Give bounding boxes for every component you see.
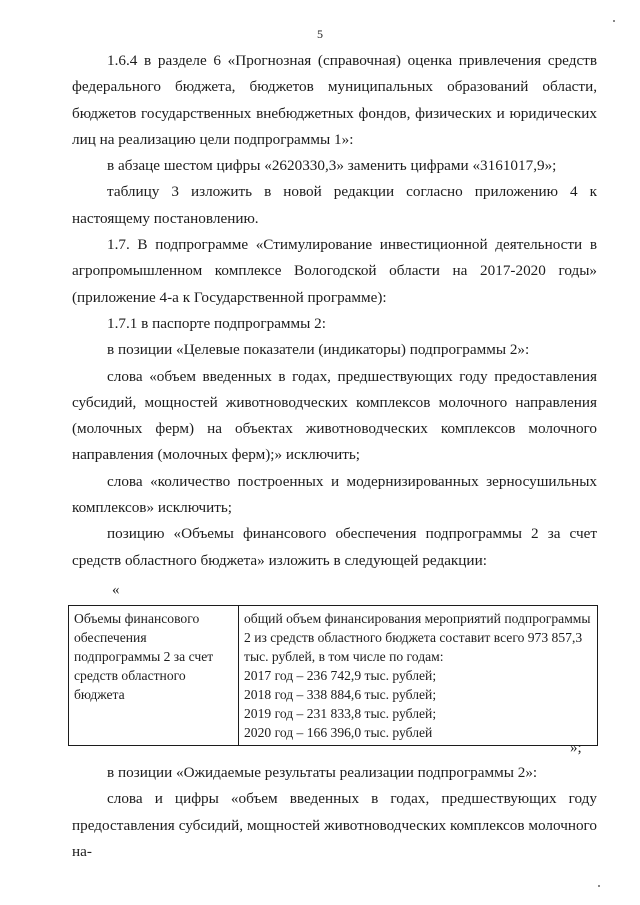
scan-speck: [598, 885, 600, 887]
document-body: [72, 48, 597, 574]
table-line: 2020 год – 166 396,0 тыс. рублей: [244, 725, 433, 740]
paragraph: слова «количество построенных и модернизированных зерносушильных комплексов» исключить;: [72, 472, 597, 517]
paragraph: 1.6.4 в разделе 6 «Прогнозная (справочная) оценка привлечения средств федерального бюджета, бюджетов муниципальных образований области, бюджетов государственных внебюджетных фондов, физических и юридических лиц на реализацию цели подпрограммы 1»:: [72, 52, 597, 148]
table-line: общий объем финансирования мероприятий подпрограммы 2 из средств областного бюджета составит всего 973 857,3 тыс. рублей, в том числе по годам:: [244, 611, 591, 664]
table-row: [69, 606, 598, 746]
closing-quote: »;: [570, 740, 582, 756]
table-line: 2019 год – 231 833,8 тыс. рублей;: [244, 706, 437, 721]
opening-quote: «: [112, 582, 120, 598]
page-number: 5: [317, 27, 323, 41]
paragraph: слова и цифры «объем введенных в годах, предшествующих году предоставления субсидий, мощностей животноводческих комплексов молочного на-: [72, 790, 597, 860]
table-line: 2017 год – 236 742,9 тыс. рублей;: [244, 668, 437, 683]
table-cell-position: Объемы финансового обеспечения подпрограммы 2 за счет средств областного бюджета: [69, 606, 239, 746]
paragraph: 1.7. В подпрограмме «Стимулирование инвестиционной деятельности в агропромышленном комплексе Вологодской области на 2017-2020 годы» (приложение 4-а к Государственной программе):: [72, 236, 597, 306]
paragraph: таблицу 3 изложить в новой редакции согласно приложению 4 к настоящему постановлению.: [72, 183, 597, 227]
table-line: 2018 год – 338 884,6 тыс. рублей;: [244, 687, 437, 702]
scan-speck: [613, 20, 615, 22]
paragraph: в позиции «Ожидаемые результаты реализации подпрограммы 2»:: [107, 764, 538, 781]
table-cell-content: [239, 606, 598, 746]
paragraph: в позиции «Целевые показатели (индикаторы) подпрограммы 2»:: [107, 341, 530, 359]
financing-table: [68, 605, 598, 746]
paragraph: слова «объем введенных в годах, предшествующих году предоставления субсидий, мощностей животноводческих комплексов молочного направления (молочных ферм) на объектах животноводческих комплексов молочного направления (молочных ферм);» исключить;: [72, 367, 597, 464]
paragraph: 1.7.1 в паспорте подпрограммы 2:: [107, 314, 326, 332]
document-body-continued: [72, 760, 597, 865]
paragraph: в абзаце шестом цифры «2620330,3» заменить цифрами «3161017,9»;: [107, 157, 557, 175]
paragraph: позицию «Объемы финансового обеспечения подпрограммы 2 за счет средств областного бюджета» изложить в следующей редакции:: [72, 525, 597, 569]
